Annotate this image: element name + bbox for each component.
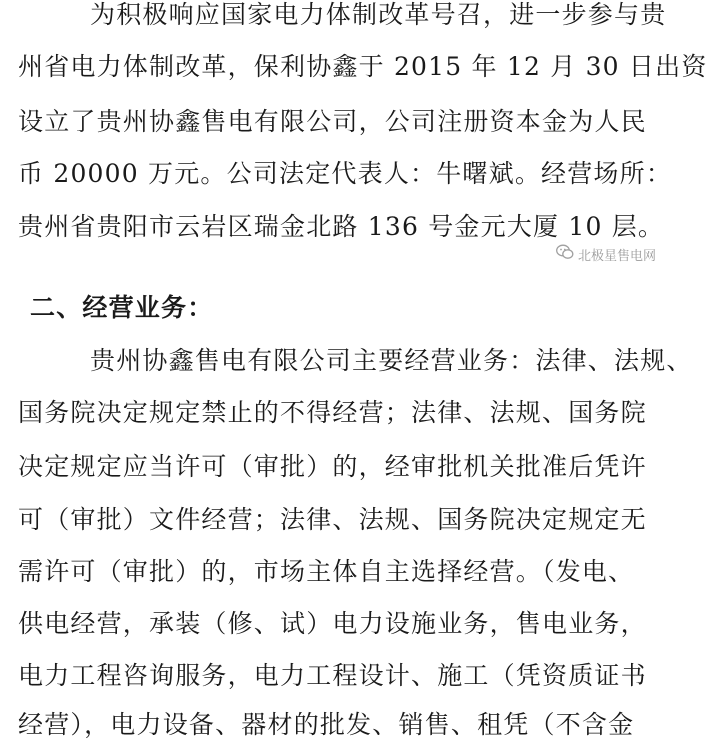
business-line-8: 经营），电力设备、器材的批发、销售、租凭（不含金 bbox=[18, 710, 635, 739]
intro-line-1: 为积极响应国家电力体制改革号召，进一步参与贵 bbox=[90, 0, 667, 29]
intro-line-5: 贵州省贵阳市云岩区瑞金北路 136 号金元大厦 10 层。 bbox=[18, 212, 665, 241]
watermark bbox=[556, 244, 656, 264]
watermark-text: 北极星售电网 bbox=[578, 248, 657, 264]
business-line-2: 国务院决定规定禁止的不得经营；法律、法规、国务院 bbox=[18, 398, 647, 427]
wechat-icon bbox=[556, 244, 574, 264]
intro-line-2: 州省电力体制改革，保利协鑫于 2015 年 12 月 30 日出资 bbox=[18, 52, 708, 81]
business-line-6: 供电经营，承装（修、试）电力设施业务，售电业务， bbox=[18, 609, 647, 638]
section-heading: 二、经营业务： bbox=[30, 293, 214, 322]
intro-line-3: 设立了贵州协鑫售电有限公司，公司注册资本金为人民 bbox=[18, 107, 647, 136]
business-line-3: 决定规定应当许可（审批）的，经审批机关批准后凭许 bbox=[18, 452, 647, 481]
business-line-7: 电力工程咨询服务，电力工程设计、施工（凭资质证书 bbox=[18, 661, 647, 690]
intro-line-4: 币 20000 万元。公司法定代表人：牛曙斌。经营场所： bbox=[18, 159, 673, 188]
business-line-4: 可（审批）文件经营；法律、法规、国务院决定规定无 bbox=[18, 505, 647, 534]
business-line-1: 贵州协鑫售电有限公司主要经营业务：法律、法规、 bbox=[90, 346, 693, 375]
business-line-5: 需许可（审批）的，市场主体自主选择经营。（发电、 bbox=[18, 557, 635, 586]
